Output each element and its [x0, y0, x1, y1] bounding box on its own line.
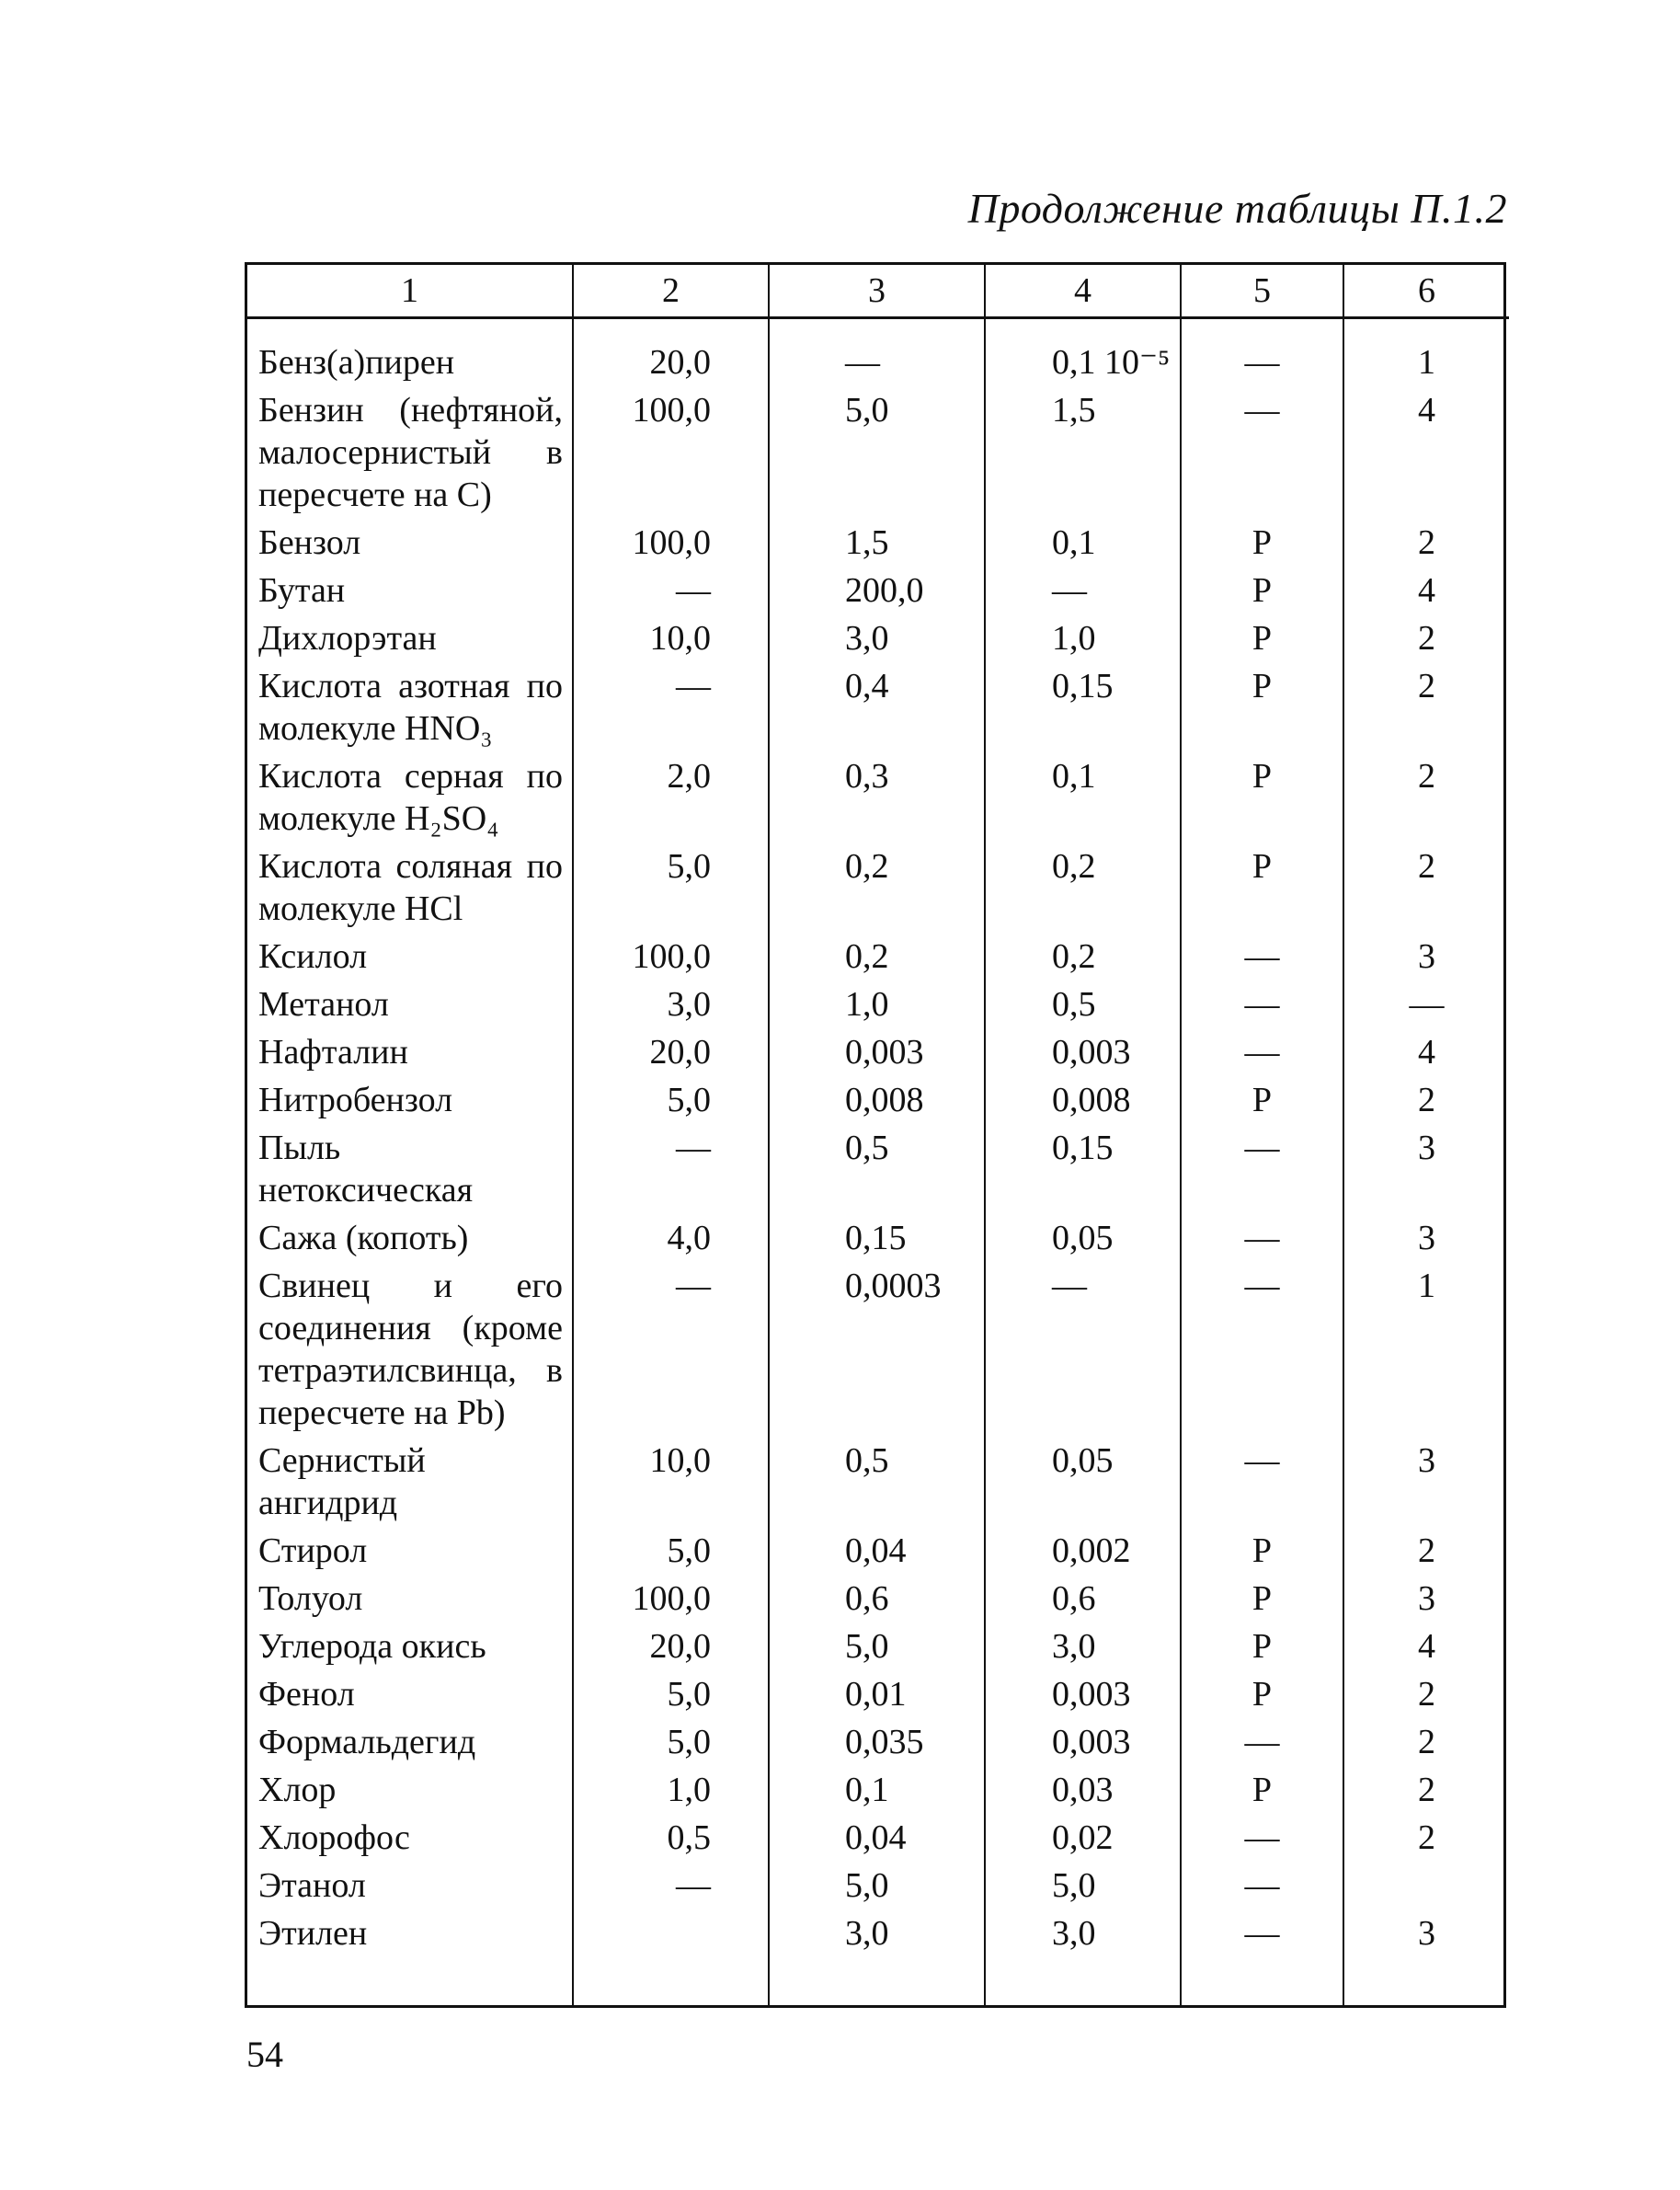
table-row [247, 1029, 1509, 1077]
column-header-5: 5 [1181, 265, 1343, 318]
value-col-3: 0,003 [769, 1029, 985, 1077]
value-col-3: 0,4 [769, 663, 985, 753]
value-col-3: 0,0003 [769, 1263, 985, 1438]
value-col-6: 4 [1343, 1623, 1509, 1671]
table-row [247, 1863, 1509, 1910]
table-row [247, 1528, 1509, 1576]
value-col-5: Р [1181, 1623, 1343, 1671]
table-row [247, 981, 1509, 1029]
value-col-6: 3 [1343, 1576, 1509, 1623]
value-col-6: 2 [1343, 1528, 1509, 1576]
value-col-6: 2 [1343, 843, 1509, 934]
value-col-2: 5,0 [573, 1719, 769, 1767]
value-col-3: — [769, 318, 985, 388]
value-col-3: 0,04 [769, 1528, 985, 1576]
value-col-4: 0,6 [985, 1576, 1181, 1623]
table-row [247, 843, 1509, 934]
value-col-2: 5,0 [573, 1077, 769, 1125]
table-row [247, 1576, 1509, 1623]
value-col-2: — [573, 1863, 769, 1910]
substance-name: Дихлорэтан [258, 619, 437, 658]
table-row [247, 753, 1509, 843]
value-col-4: 0,02 [985, 1815, 1181, 1863]
value-col-3: 0,008 [769, 1077, 985, 1125]
value-col-2: 4,0 [573, 1215, 769, 1263]
value-col-2: 20,0 [573, 1623, 769, 1671]
value-col-4: 0,003 [985, 1029, 1181, 1077]
value-col-4: 0,15 [985, 1125, 1181, 1215]
substance-name: Кислота соляная по молекуле HCl [258, 847, 563, 928]
value-col-4: 0,003 [985, 1671, 1181, 1719]
substance-name: Кислота азотная по молекуле HNO₃ [258, 667, 563, 748]
column-header-6: 6 [1343, 265, 1509, 318]
value-col-2: 0,5 [573, 1815, 769, 1863]
value-col-2: 100,0 [573, 1576, 769, 1623]
value-col-2: 5,0 [573, 1528, 769, 1576]
value-col-5: — [1181, 1029, 1343, 1077]
value-col-5: Р [1181, 1528, 1343, 1576]
value-col-5: Р [1181, 1077, 1343, 1125]
substance-name: Стирол [258, 1531, 368, 1570]
value-col-2: — [573, 1263, 769, 1438]
value-col-6: 3 [1343, 1910, 1509, 2005]
value-col-5: — [1181, 387, 1343, 520]
value-col-2: 20,0 [573, 1029, 769, 1077]
value-col-4: 0,008 [985, 1077, 1181, 1125]
value-col-5: Р [1181, 520, 1343, 568]
value-col-2: 20,0 [573, 318, 769, 388]
value-col-2: 10,0 [573, 615, 769, 663]
value-col-3: 5,0 [769, 1623, 985, 1671]
value-col-4: 0,003 [985, 1719, 1181, 1767]
value-col-5: Р [1181, 663, 1343, 753]
substance-name: Нафталин [258, 1033, 408, 1072]
value-col-6: 2 [1343, 663, 1509, 753]
value-col-4: — [985, 568, 1181, 615]
value-col-5: — [1181, 1910, 1343, 2005]
value-col-3: 3,0 [769, 615, 985, 663]
value-col-3: 0,3 [769, 753, 985, 843]
value-col-4: 0,1 [985, 753, 1181, 843]
value-col-5: — [1181, 1215, 1343, 1263]
page-number: 54 [246, 2034, 283, 2075]
table-row [247, 615, 1509, 663]
substance-name: Углерода окись [258, 1627, 486, 1666]
value-col-3: 0,6 [769, 1576, 985, 1623]
value-col-4: 0,5 [985, 981, 1181, 1029]
value-col-6: 2 [1343, 1077, 1509, 1125]
value-col-5: — [1181, 1719, 1343, 1767]
value-col-2: 5,0 [573, 1671, 769, 1719]
value-col-5: Р [1181, 1576, 1343, 1623]
substance-name: Свинец и его соединения (кроме тетраэтилсвинца, в пересчете на Pb) [258, 1267, 563, 1432]
table-row [247, 1215, 1509, 1263]
value-col-6: 2 [1343, 1671, 1509, 1719]
value-col-2: — [573, 568, 769, 615]
value-col-3: 0,5 [769, 1438, 985, 1528]
table-body [247, 318, 1509, 2006]
value-col-3: 0,2 [769, 843, 985, 934]
table-row [247, 1719, 1509, 1767]
value-col-3: 0,5 [769, 1125, 985, 1215]
value-col-6: 2 [1343, 1815, 1509, 1863]
value-col-2: 2,0 [573, 753, 769, 843]
value-col-3: 3,0 [769, 1910, 985, 2005]
value-col-3: 0,1 [769, 1767, 985, 1815]
value-col-2: 3,0 [573, 981, 769, 1029]
value-col-5: — [1181, 934, 1343, 981]
value-col-4: — [985, 1263, 1181, 1438]
table-row [247, 1125, 1509, 1215]
value-col-2: — [573, 1125, 769, 1215]
value-col-6: 2 [1343, 615, 1509, 663]
value-col-3: 0,01 [769, 1671, 985, 1719]
value-col-5: — [1181, 1438, 1343, 1528]
substance-name: Фенол [258, 1675, 355, 1714]
substance-name: Этилен [258, 1914, 368, 1953]
substance-name: Толуол [258, 1579, 363, 1618]
table-row [247, 387, 1509, 520]
substance-name: Хлорофос [258, 1818, 410, 1857]
value-col-6: 2 [1343, 1767, 1509, 1815]
value-col-4: 1,0 [985, 615, 1181, 663]
column-header-2: 2 [573, 265, 769, 318]
table-row [247, 1623, 1509, 1671]
value-col-6: — [1343, 981, 1509, 1029]
value-col-2: — [573, 663, 769, 753]
substance-name: Бензин (нефтяной, малосернистый в пересчете на С) [258, 391, 563, 514]
value-col-3: 0,04 [769, 1815, 985, 1863]
value-col-5: — [1181, 1863, 1343, 1910]
substance-name: Кислота серная по молекуле H₂SO₄ [258, 757, 563, 838]
value-col-6 [1343, 1863, 1509, 1910]
value-col-4: 0,2 [985, 934, 1181, 981]
value-col-3: 0,2 [769, 934, 985, 981]
value-col-4: 5,0 [985, 1863, 1181, 1910]
table-row [247, 1671, 1509, 1719]
value-col-4: 0,03 [985, 1767, 1181, 1815]
value-col-6: 3 [1343, 1125, 1509, 1215]
value-col-4: 0,002 [985, 1528, 1181, 1576]
column-header-4: 4 [985, 265, 1181, 318]
substance-name: Хлор [258, 1771, 337, 1809]
value-col-5: — [1181, 318, 1343, 388]
substance-name: Ксилол [258, 937, 368, 976]
value-col-2: 5,0 [573, 843, 769, 934]
value-col-5: — [1181, 1263, 1343, 1438]
value-col-6: 4 [1343, 387, 1509, 520]
table-row [247, 318, 1509, 388]
value-col-4: 1,5 [985, 387, 1181, 520]
substance-name: Метанол [258, 985, 389, 1024]
table-row [247, 1077, 1509, 1125]
table-row [247, 568, 1509, 615]
value-col-2 [573, 1910, 769, 2005]
substance-name: Формальдегид [258, 1723, 476, 1761]
value-col-6: 1 [1343, 318, 1509, 388]
value-col-6: 3 [1343, 1438, 1509, 1528]
value-col-4: 0,05 [985, 1438, 1181, 1528]
value-col-6: 2 [1343, 753, 1509, 843]
value-col-3: 5,0 [769, 387, 985, 520]
substance-name: Бутан [258, 571, 346, 610]
value-col-4: 0,15 [985, 663, 1181, 753]
substance-name: Этанол [258, 1866, 366, 1905]
value-col-2: 100,0 [573, 934, 769, 981]
value-col-3: 0,035 [769, 1719, 985, 1767]
value-col-6: 1 [1343, 1263, 1509, 1438]
substance-name: Сернистый ангидрид [258, 1441, 426, 1522]
column-header-3: 3 [769, 265, 985, 318]
value-col-3: 5,0 [769, 1863, 985, 1910]
value-col-2: 1,0 [573, 1767, 769, 1815]
value-col-4: 3,0 [985, 1623, 1181, 1671]
substance-name: Пыль нетоксическая [258, 1129, 474, 1210]
value-col-6: 3 [1343, 1215, 1509, 1263]
value-col-5: Р [1181, 843, 1343, 934]
table-row [247, 934, 1509, 981]
table-caption: Продолжение таблицы П.1.2 [967, 185, 1507, 232]
substance-name: Бензол [258, 523, 361, 562]
column-header-1: 1 [247, 265, 573, 318]
table-row [247, 1263, 1509, 1438]
data-table [245, 262, 1506, 2008]
value-col-5: Р [1181, 615, 1343, 663]
table-row [247, 1767, 1509, 1815]
value-col-2: 10,0 [573, 1438, 769, 1528]
value-col-5: — [1181, 1815, 1343, 1863]
table-row [247, 520, 1509, 568]
value-col-4: 3,0 [985, 1910, 1181, 2005]
substance-name: Сажа (копоть) [258, 1219, 469, 1257]
value-col-3: 1,0 [769, 981, 985, 1029]
value-col-2: 100,0 [573, 520, 769, 568]
value-col-3: 200,0 [769, 568, 985, 615]
value-col-6: 4 [1343, 1029, 1509, 1077]
value-col-4: 0,05 [985, 1215, 1181, 1263]
table-row [247, 663, 1509, 753]
value-col-3: 0,15 [769, 1215, 985, 1263]
value-col-3: 1,5 [769, 520, 985, 568]
table-row [247, 1815, 1509, 1863]
value-col-4: 0,1 10⁻⁵ [985, 318, 1181, 388]
value-col-5: Р [1181, 568, 1343, 615]
value-col-5: — [1181, 1125, 1343, 1215]
value-col-5: Р [1181, 753, 1343, 843]
substance-name: Бенз(а)пирен [258, 343, 455, 382]
substance-name: Нитробензол [258, 1081, 453, 1119]
value-col-6: 4 [1343, 568, 1509, 615]
value-col-6: 3 [1343, 934, 1509, 981]
value-col-5: Р [1181, 1671, 1343, 1719]
value-col-6: 2 [1343, 520, 1509, 568]
value-col-5: Р [1181, 1767, 1343, 1815]
value-col-5: — [1181, 981, 1343, 1029]
value-col-2: 100,0 [573, 387, 769, 520]
table-row [247, 1910, 1509, 2005]
table-row [247, 1438, 1509, 1528]
value-col-6: 2 [1343, 1719, 1509, 1767]
value-col-4: 0,2 [985, 843, 1181, 934]
value-col-4: 0,1 [985, 520, 1181, 568]
header-row [247, 265, 1509, 318]
